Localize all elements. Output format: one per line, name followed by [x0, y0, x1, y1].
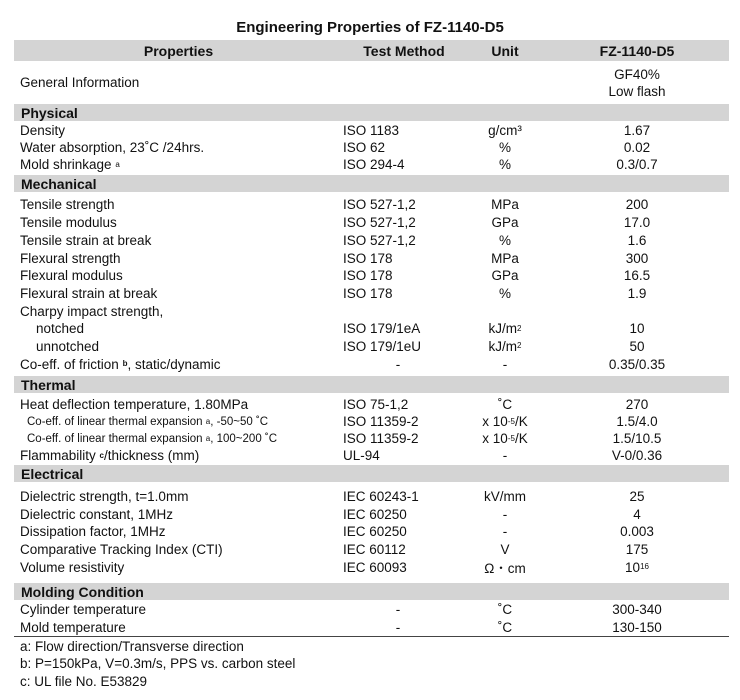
table-bottom-rule — [14, 636, 729, 637]
footnote-c: c: UL file No. E53829 — [20, 674, 148, 689]
general-info-label: General Information — [20, 75, 140, 90]
table-row: Dielectric strength, t=1.0mm IEC 60243-1 kV/mm 25 — [20, 489, 645, 504]
table-header-row — [14, 40, 729, 61]
table-row: Volume resistivity IEC 60093 Ω・cm 10 16 — [20, 559, 649, 576]
table-row: Flexural modulus ISO 178 GPa 16.5 — [20, 268, 651, 283]
table-row: unnotched ISO 179/1eU kJ/m 2 50 — [36, 338, 645, 354]
table-row: Tensile strain at break ISO 527-1,2 % 1.6 — [20, 232, 647, 248]
table-row: Mold temperature - ˚C 130-150 — [20, 619, 662, 635]
table-row: Comparative Tracking Index (CTI) IEC 60112 V 175 — [20, 541, 649, 557]
table-row: Water absorption, 23˚C /24hrs. ISO 62 % 0.02 — [20, 140, 651, 155]
table-row: Mold shrinkage a ISO 294-4 % 0.3/0.7 — [20, 157, 658, 172]
table-row: Co-eff. of friction b , static/dynamic - - 0.35/0.35 — [20, 356, 666, 372]
section-physical: Physical — [14, 104, 729, 121]
table-row: Flexural strain at break ISO 178 % 1.9 — [20, 285, 647, 301]
table-row: Heat deflection temperature, 1.80MPa ISO 75-1,2 ˚C 270 — [20, 396, 649, 412]
footnote-b: b: P=150kPa, V=0.3m/s, PPS vs. carbon steel — [20, 656, 296, 671]
table-row: notched ISO 179/1eA kJ/m 2 10 — [36, 321, 645, 336]
table-row: Flammability c /thickness (mm) UL-94 - V-0/0.36 — [20, 448, 663, 463]
table-row: Tensile modulus ISO 527-1,2 GPa 17.0 — [20, 214, 651, 230]
table-row: Co-eff. of linear thermal expansion a , -50~50 ˚C ISO 11359-2 x 10 -5 /K 1.5/4.0 — [27, 414, 658, 429]
section-electrical: Electrical — [14, 465, 729, 482]
section-thermal: Thermal — [14, 376, 729, 393]
general-info-value: GF40% Low flash — [608, 66, 666, 99]
table-row: Tensile strength ISO 527-1,2 MPa 200 — [20, 197, 649, 212]
section-mechanical: Mechanical — [14, 175, 729, 192]
header-product: FZ-1140-D5 — [599, 42, 675, 59]
general-info-row — [14, 64, 729, 101]
header-unit: Unit — [491, 42, 519, 59]
footnote-a: a: Flow direction/Transverse direction — [20, 639, 244, 654]
table-row: Density ISO 1183 g/cm³ 1.67 — [20, 123, 651, 138]
table-row: Dissipation factor, 1MHz IEC 60250 - 0.003 — [20, 524, 654, 539]
table-row: Cylinder temperature - ˚C 300-340 — [20, 602, 662, 617]
section-molding-condition: Molding Condition — [14, 583, 729, 600]
table-row: Charpy impact strength, — [20, 303, 164, 319]
datasheet-title: Engineering Properties of FZ-1140-D5 — [236, 19, 504, 36]
table-row: Co-eff. of linear thermal expansion a , 100~200 ˚C ISO 11359-2 x 10 -5 /K 1.5/10.5 — [27, 431, 662, 446]
table-row: Flexural strength ISO 178 MPa 300 — [20, 250, 649, 266]
header-test-method: Test Method — [363, 42, 445, 59]
header-properties: Properties — [143, 42, 214, 59]
table-row: Dielectric constant, 1MHz IEC 60250 - 4 — [20, 506, 641, 522]
